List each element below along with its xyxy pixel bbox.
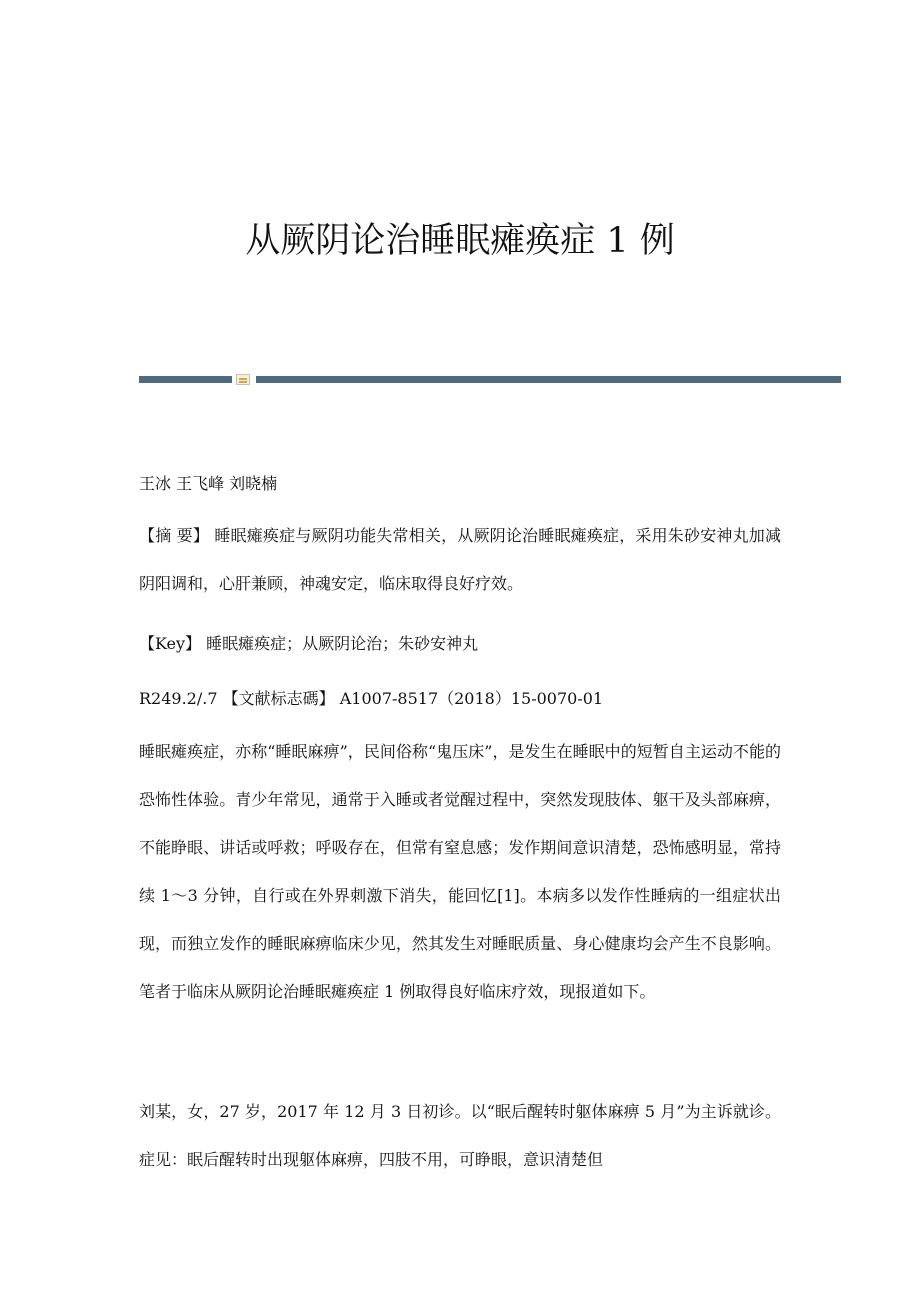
keywords: [139, 632, 478, 656]
keywords-text: 睡眠瘫痪症；从厥阴论治；朱砂安神丸: [206, 634, 479, 653]
author-line: 王冰 王飞峰 刘晓楠: [139, 474, 278, 493]
keywords-label: 【Key】: [139, 634, 202, 653]
classification-line: [139, 687, 603, 711]
divider-ornament-icon: [236, 374, 250, 385]
body-paragraph-case: 刘某，女，27 岁，2017 年 12 月 3 日初诊。以“眠后醒转时躯体麻痹 5 月”为主诉就诊。症见：眠后醒转时出现躯体麻痹，四肢不用，可睁眼，意识清楚但: [139, 1102, 781, 1169]
doc-code-label: 【文献标志碼】: [222, 689, 335, 708]
doc-code: A1007-8517（2018）15-0070-01: [339, 689, 604, 708]
abstract-label: 【摘 要】: [139, 526, 210, 545]
paper-title: 从厥阴论治睡眠瘫痪症 1 例: [245, 221, 675, 261]
clc-number: R249.2/.7: [139, 689, 218, 708]
divider-bar-left: [139, 376, 232, 383]
abstract: [139, 512, 781, 608]
abstract-text: 睡眠瘫痪症与厥阴功能失常相关，从厥阴论治睡眠瘫痪症，采用朱砂安神丸加减阴阳调和，心肝兼顾，神魂安定，临床取得良好疗效。: [139, 526, 781, 593]
divider-bar-right: [256, 376, 841, 383]
title-divider: [139, 374, 841, 386]
body-paragraph-intro: 睡眠瘫痪症，亦称“睡眠麻痹”，民间俗称“鬼压床”，是发生在睡眠中的短暂自主运动不能的恐怖性体验。青少年常见，通常于入睡或者觉醒过程中，突然发现肢体、躯干及头部麻痹，不能睁眼、讲话或呼救；呼吸存在，但常有窒息感；发作期间意识清楚，恐怖感明显，常持续 1～3 分钟，自行或在外界刺激下消失，能回忆[1]。本病多以发作性睡病的一组症状出现，而独立发作的睡眠麻痹临床少见，然其发生对睡眠质量、身心健康均会产生不良影响。笔者于临床从厥阴论治睡眠瘫痪症 1 例取得良好临床疗效，现报道如下。: [139, 742, 781, 1001]
